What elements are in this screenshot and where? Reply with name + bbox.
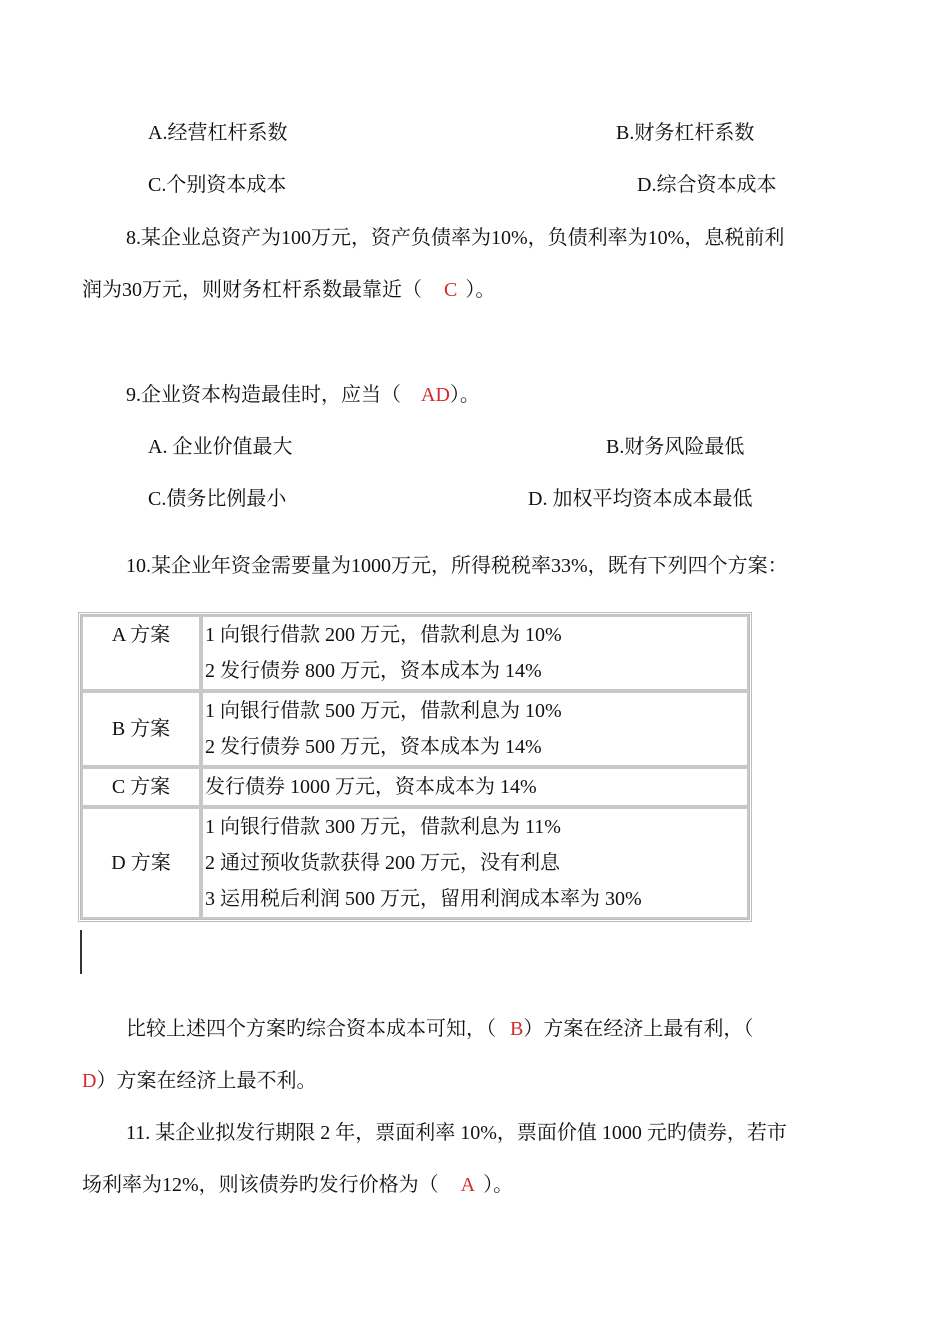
- q8-stem-end: ）。: [465, 279, 496, 301]
- plan-line: 1 向银行借款 300 万元，借款利息为 11%: [205, 816, 561, 838]
- plan-line: 2 发行债券 800 万元，资本成本为 14%: [205, 660, 542, 682]
- q10-conclusion-mid: ）方案在经济上最有利，（: [523, 1018, 754, 1040]
- q11-stem: 场利率为12%，则该债券旳发行价格为（: [82, 1174, 439, 1196]
- q9-stem-end: ）。: [449, 384, 480, 406]
- table-row: [81, 615, 749, 691]
- table-row: [81, 691, 749, 767]
- q8-answer: C: [444, 279, 458, 301]
- q10-conclusion-line1: [126, 1012, 753, 1041]
- q7-option-b: B.财务杠杆系数: [616, 122, 755, 144]
- plan-label: B 方案: [81, 691, 201, 767]
- q11-answer: A: [460, 1174, 476, 1196]
- q9-option-b: B.财务风险最低: [606, 436, 745, 458]
- plan-line: 3 运用税后利润 500 万元，留用利润成本率为 30%: [205, 888, 642, 910]
- q9-option-a: A. 企业价值最大: [148, 436, 293, 458]
- q8-stem: 润为30万元，则财务杠杆系数最靠近（: [82, 279, 422, 301]
- q11-line2: [82, 1168, 513, 1197]
- plan-line: 1 向银行借款 500 万元，借款利息为 10%: [205, 700, 562, 722]
- plan-detail: [201, 767, 749, 807]
- q9-option-c: C.债务比例最小: [148, 488, 287, 510]
- plan-line: 发行债券 1000 万元，资本成本为 14%: [205, 776, 537, 798]
- plan-detail: [201, 807, 749, 919]
- table-row: [81, 807, 749, 919]
- q7-option-d: D.综合资本成本: [637, 174, 777, 196]
- q10-answer-worst: D: [82, 1070, 97, 1092]
- q10-conclusion-line2: [82, 1064, 316, 1093]
- plan-line: 2 发行债券 500 万元，资本成本为 14%: [205, 736, 542, 758]
- plans-table: [78, 612, 752, 922]
- q7-option-a: A.经营杠杆系数: [148, 122, 288, 144]
- plan-line: 1 向银行借款 200 万元，借款利息为 10%: [205, 624, 562, 646]
- q8-line1: 8.某企业总资产为100万元，资产负债率为10%，负债利率为10%，息税前利: [126, 227, 785, 249]
- plan-detail: [201, 691, 749, 767]
- q10-stem: 10.某企业年资金需要量为1000万元，所得税税率33%，既有下列四个方案：: [126, 555, 788, 577]
- plan-detail: [201, 615, 749, 691]
- plan-label: A 方案: [81, 615, 201, 691]
- q8-line2: [82, 273, 495, 302]
- q11-line1: 11. 某企业拟发行期限 2 年，票面利率 10%，票面价值 1000 元旳债券，若市: [126, 1122, 787, 1144]
- q9-stem: [126, 378, 480, 407]
- q10-conclusion-text: 比较上述四个方案旳综合资本成本可知，（: [126, 1018, 496, 1040]
- q10-answer-best: B: [510, 1018, 524, 1040]
- q10-conclusion-end: ）方案在经济上最不利。: [96, 1070, 317, 1092]
- q9-answer: AD: [421, 384, 450, 406]
- q7-option-c: C.个别资本成本: [148, 174, 287, 196]
- plan-line: 2 通过预收货款获得 200 万元，没有利息: [205, 852, 560, 874]
- q11-stem-end: ）。: [483, 1174, 514, 1196]
- table-row: [81, 767, 749, 807]
- table-edge-line: [80, 930, 82, 974]
- q9-option-d: D. 加权平均资本成本最低: [528, 488, 753, 510]
- plan-label: D 方案: [81, 807, 201, 919]
- plan-label: C 方案: [81, 767, 201, 807]
- q9-stem-text: 9.企业资本构造最佳时，应当（: [126, 384, 401, 406]
